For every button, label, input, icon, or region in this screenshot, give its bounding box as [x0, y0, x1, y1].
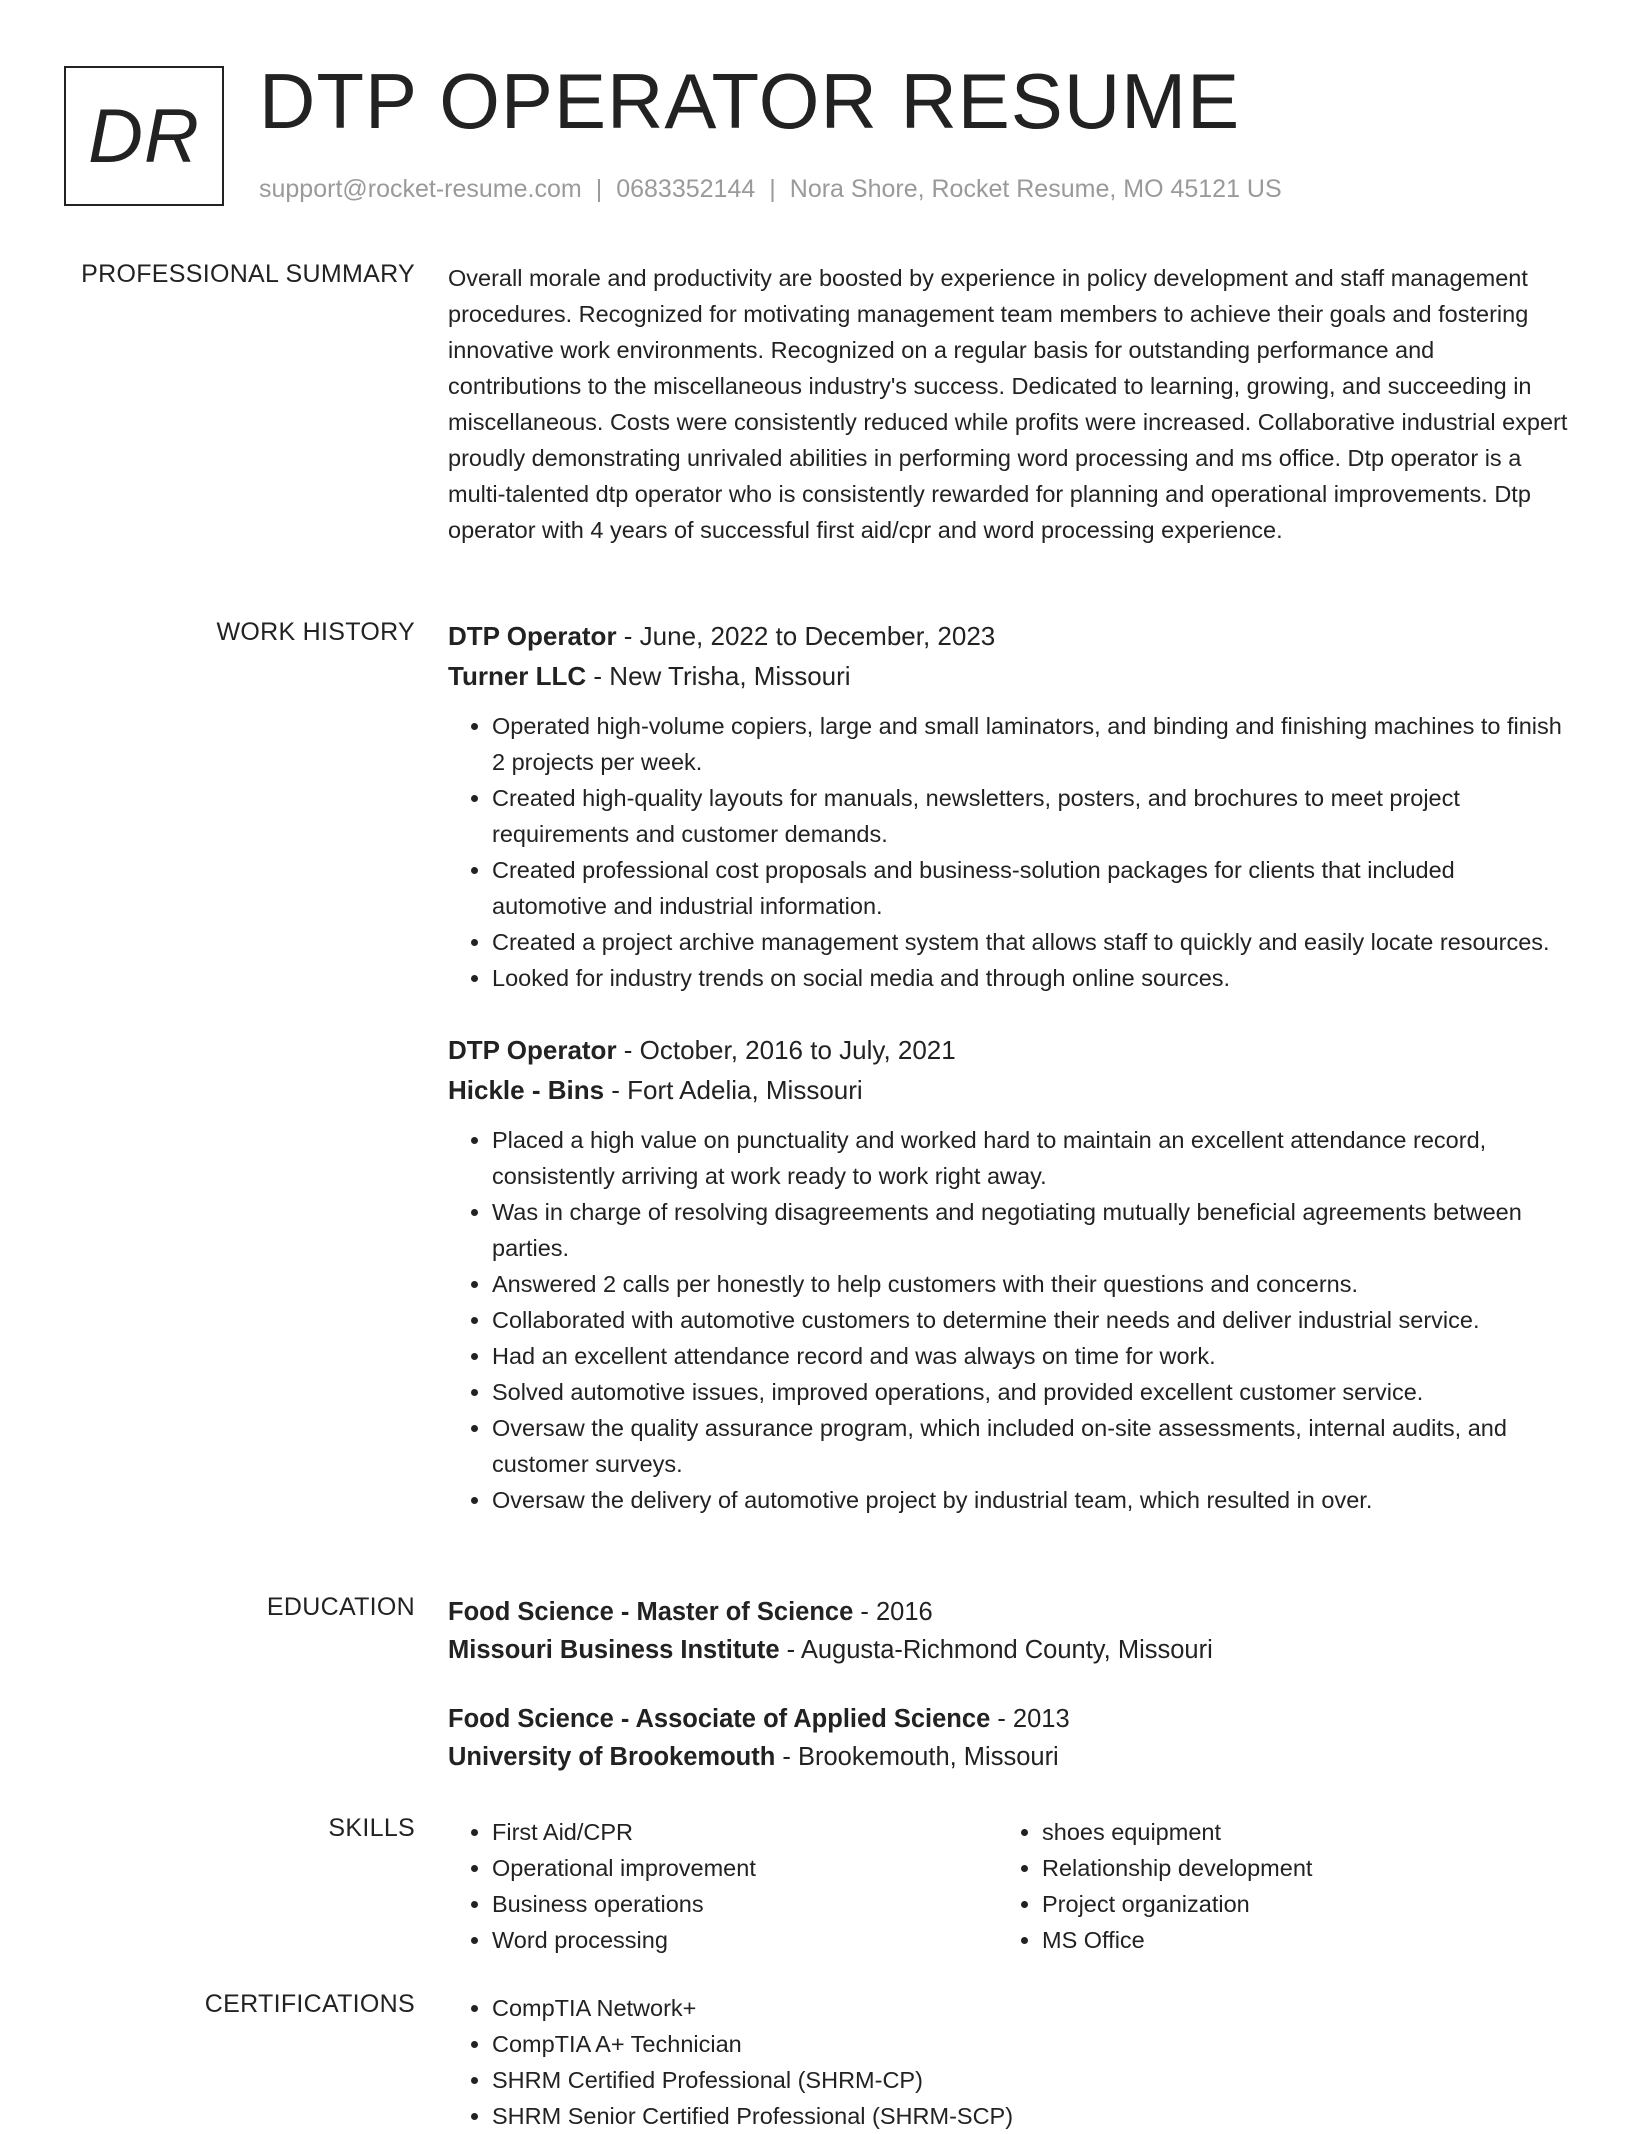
- skill-item: • Word processing: [492, 1922, 998, 1958]
- monogram-badge: DR: [64, 66, 224, 206]
- education-degree-line: [448, 1593, 1570, 1631]
- job-bullet-item: • Looked for industry trends on social media and through online sources.: [492, 960, 1570, 996]
- job-bullet-item: • Was in charge of resolving disagreements and negotiating mutually beneficial agreements between parties.: [492, 1194, 1570, 1266]
- contact-separator: |: [595, 175, 603, 203]
- resume-title: DTP OPERATOR RESUME: [259, 57, 1241, 145]
- certification-item: • SHRM Certified Professional (SHRM-CP): [492, 2062, 1570, 2098]
- skill-item: • Project organization: [1042, 1886, 1548, 1922]
- work-history-heading: WORK HISTORY: [216, 618, 415, 646]
- job-company-line: [448, 656, 1570, 696]
- job-bullet-item: • Answered 2 calls per honestly to help customers with their questions and concerns.: [492, 1266, 1570, 1302]
- skill-item: • First Aid/CPR: [492, 1814, 998, 1850]
- education-school: University of Brookemouth: [448, 1743, 776, 1771]
- job-bullets: [448, 1122, 1570, 1518]
- job-title: DTP Operator: [448, 1035, 617, 1065]
- job-title: DTP Operator: [448, 621, 617, 651]
- education-list: [448, 1593, 1570, 1807]
- skills-column-1: [448, 1814, 998, 1958]
- certifications-list: [448, 1990, 1570, 2134]
- skill-item: • Operational improvement: [492, 1850, 998, 1886]
- certification-item: • CompTIA Network+: [492, 1990, 1570, 2026]
- job-location: - New Trisha, Missouri: [586, 661, 851, 691]
- contact-phone: 0683352144: [616, 175, 756, 203]
- job-bullet-item: • Oversaw the quality assurance program, which included on-site assessments, internal audits, and customer surveys.: [492, 1410, 1570, 1482]
- education-school-line: [448, 1631, 1570, 1669]
- education-heading: EDUCATION: [266, 1593, 415, 1621]
- job-bullet-item: • Solved automotive issues, improved operations, and provided excellent customer service.: [492, 1374, 1570, 1410]
- certification-item: • SHRM Senior Certified Professional (SHRM-SCP): [492, 2098, 1570, 2134]
- education-year: - 2013: [990, 1705, 1070, 1733]
- job-entry: [448, 616, 1570, 996]
- skills-heading: SKILLS: [328, 1814, 415, 1842]
- job-location: - Fort Adelia, Missouri: [604, 1075, 863, 1105]
- job-title-line: [448, 616, 1570, 656]
- education-school-line: [448, 1738, 1570, 1776]
- job-bullets: [448, 708, 1570, 996]
- job-bullet-item: • Placed a high value on punctuality and worked hard to maintain an excellent attendance record, consistently arriving at work ready to work right away.: [492, 1122, 1570, 1194]
- skill-item: • Relationship development: [1042, 1850, 1548, 1886]
- contact-email: support@rocket-resume.com: [259, 175, 582, 203]
- certification-item: • CompTIA A+ Technician: [492, 2026, 1570, 2062]
- job-company: Turner LLC: [448, 661, 587, 691]
- contact-address: Nora Shore, Rocket Resume, MO 45121 US: [789, 175, 1282, 203]
- job-dates: - June, 2022 to December, 2023: [616, 621, 996, 651]
- job-bullet-item: • Created professional cost proposals and business-solution packages for clients that included automotive and industrial information.: [492, 852, 1570, 924]
- skills-grid: [448, 1814, 1570, 1958]
- job-bullet-item: • Collaborated with automotive customers to determine their needs and deliver industrial service.: [492, 1302, 1570, 1338]
- jobs-list: [448, 616, 1570, 1552]
- job-title-line: [448, 1030, 1570, 1070]
- job-entry: [448, 1030, 1570, 1518]
- education-location: - Augusta-Richmond County, Missouri: [779, 1636, 1213, 1664]
- education-degree-line: [448, 1700, 1570, 1738]
- job-bullet-item: • Created high-quality layouts for manuals, newsletters, posters, and brochures to meet project requirements and customer demands.: [492, 780, 1570, 852]
- job-company-line: [448, 1070, 1570, 1110]
- skill-item: • Business operations: [492, 1886, 998, 1922]
- education-year: - 2016: [853, 1598, 933, 1626]
- job-bullet-item: • Oversaw the delivery of automotive project by industrial team, which resulted in over.: [492, 1482, 1570, 1518]
- job-bullet-item: • Operated high-volume copiers, large and small laminators, and binding and finishing machines to finish 2 projects per week.: [492, 708, 1570, 780]
- education-location: - Brookemouth, Missouri: [775, 1743, 1059, 1771]
- contact-separator: |: [769, 175, 776, 203]
- education-entry: [448, 1700, 1570, 1776]
- job-bullet-item: • Created a project archive management system that allows staff to quickly and easily locate resources.: [492, 924, 1570, 960]
- education-degree: Food Science - Master of Science: [448, 1598, 854, 1626]
- education-degree: Food Science - Associate of Applied Science: [448, 1705, 991, 1733]
- summary-heading: PROFESSIONAL SUMMARY: [81, 260, 415, 288]
- certifications-heading: CERTIFICATIONS: [204, 1990, 415, 2018]
- education-school: Missouri Business Institute: [448, 1636, 780, 1664]
- job-bullet-item: • Had an excellent attendance record and was always on time for work.: [492, 1338, 1570, 1374]
- job-dates: - October, 2016 to July, 2021: [616, 1035, 956, 1065]
- skills-column-2: [998, 1814, 1548, 1958]
- skill-item: • shoes equipment: [1042, 1814, 1548, 1850]
- job-company: Hickle - Bins: [448, 1075, 605, 1105]
- summary-text: Overall morale and productivity are boosted by experience in policy development and staff management procedures. Recognized for motivating management team members to achieve their goals and fostering innovative work environments. Recognized on a regular basis for outstanding performance and contributions to the miscellaneous industry's success. Dedicated to learning, growing, and succeeding in miscellaneous. Costs were consistently reduced while profits were increased. Collaborative industrial expert proudly demonstrating unrivaled abilities in performing word processing and ms office. Dtp operator is a multi-talented dtp operator who is consistently rewarded for planning and operational improvements. Dtp operator with 4 years of successful first aid/cpr and word processing experience.: [448, 265, 1568, 543]
- contact-line: [259, 175, 1282, 204]
- education-entry: [448, 1593, 1570, 1669]
- skill-item: • MS Office: [1042, 1922, 1548, 1958]
